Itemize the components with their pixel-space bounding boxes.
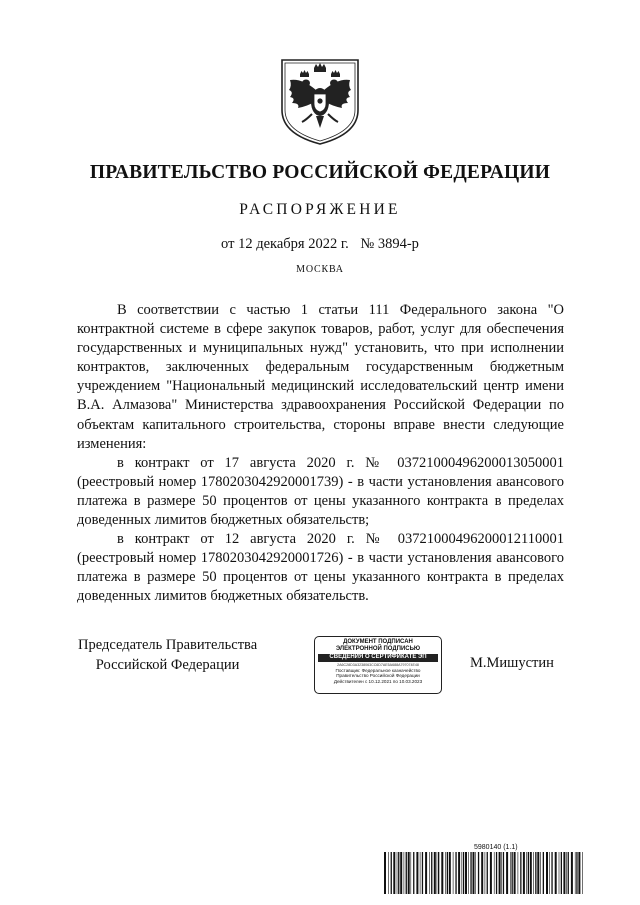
stamp-validity: Действителен с 10.12.2021 по 10.03.2023 — [333, 678, 423, 684]
document-number: № 3894-р — [360, 236, 419, 252]
barcode-number: 5980140 (1.1) — [474, 844, 518, 851]
coat-of-arms-icon — [276, 56, 364, 146]
city: МОСКВА — [296, 264, 344, 275]
date-line — [0, 236, 640, 253]
body-paragraph: в контракт от 17 августа 2020 г. № 0372100049620001305000​1 (реестровый номер 1780203042920001739) - в части установления авансового платежа в размере 50 процентов от цены указанного контракта в пределах доведенных лимитов бюджетных обязательств; — [77, 454, 564, 529]
stamp-line: ЭЛЕКТРОННОЙ ПОДПИСЬЮ — [335, 646, 421, 652]
electronic-signature-stamp — [314, 636, 442, 694]
document-date: от 12 декабря 2022 г. — [221, 236, 349, 252]
signer-position-line: Российской Федерации — [95, 656, 240, 673]
body-paragraph: в контракт от 12 августа 2020 г. № 03721000496200012110001 (реестровый номер 1780203042920001726) - в части установления авансового платежа в размере 50 процентов от цены указанного контракта в пределах доведенных лимитов бюджетных обязательств. — [77, 531, 564, 605]
stamp-certificate-header: СВЕДЕНИЯ О СЕРТИФИКАТЕ ЭП — [318, 654, 438, 662]
body-paragraph: В соответствии с частью 1 статьи 111 Федерального закона "О контрактной системе в сфере закупок товаров, работ, услуг для обеспечения государственных и муниципальных нужд" установить, что при исполнении контрактов, заключенных федеральным государственным бюджетным учреждением "Национальный медицинский исследовательский центр имени В.А. Алмазова" Министерства здравоохранения Российской Федерации по объектам капитального строительства, стороны вправе внести следующие изменения: — [77, 302, 564, 452]
stamp-issuer: Поставщик: Федеральное казначейство — [335, 667, 421, 673]
signer-name: М.Мишустин — [470, 655, 554, 671]
government-title: ПРАВИТЕЛЬСТВО РОССИЙСКОЙ ФЕДЕРАЦИИ — [89, 162, 551, 183]
stamp-line: ДОКУМЕНТ ПОДПИСАН — [343, 639, 413, 645]
document-body — [77, 301, 564, 607]
signer-position — [78, 636, 257, 675]
stamp-owner: Правительство Российской Федерации — [336, 673, 420, 679]
document-type: РАСПОРЯЖЕНИЕ — [239, 201, 401, 218]
barcode-icon — [384, 852, 584, 894]
stamp-certificate-number: 2A6С28D3A3238063CC6D7AE5A688A797074E48 — [337, 662, 419, 667]
signer-position-line: Председатель Правительства — [78, 637, 258, 653]
